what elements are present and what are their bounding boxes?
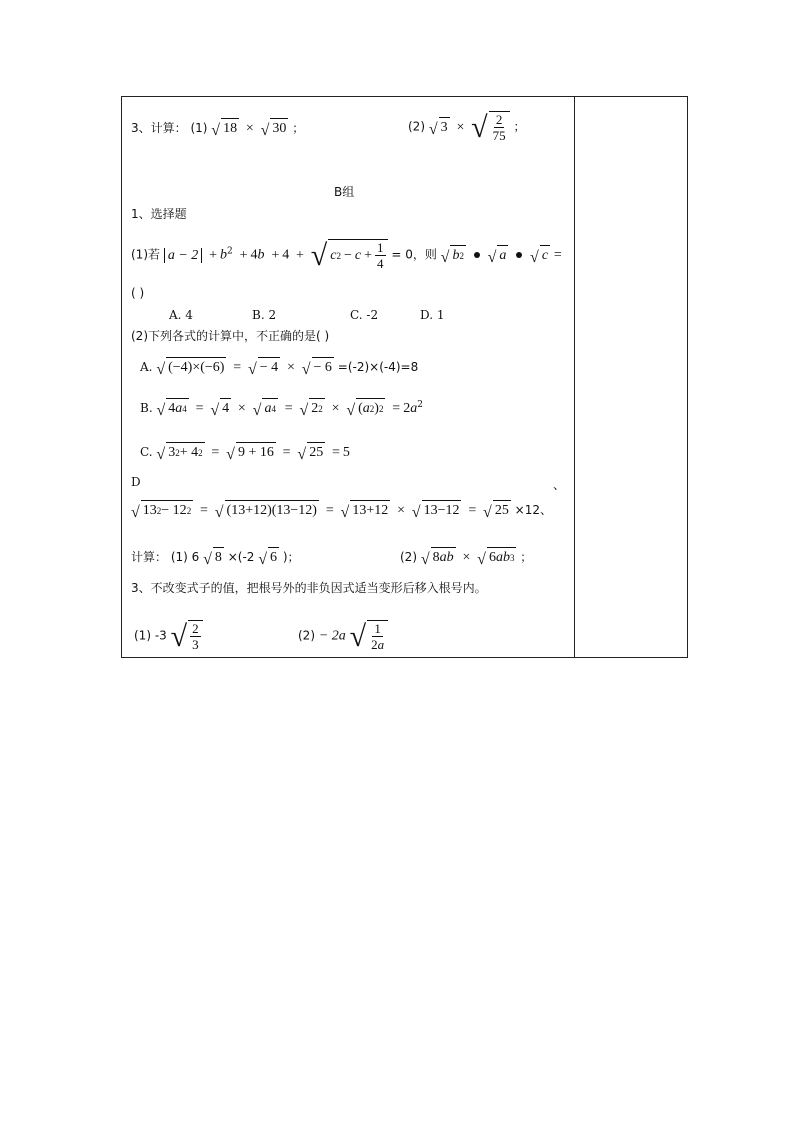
worksheet-table [121,96,688,658]
sqrt-6: √ 6 [258,547,279,568]
sqrt-3: √ 3 [429,117,450,138]
q2-option-d: √ 13 2 − 12 2 = √ (13+12)(13−12) = √ 13+12 × √ 13−12 = √ 25 ×12、 [131,500,552,521]
q3-line-part2: (2) √ 3 × √ $\frac{2}{75}$ ； [408,111,526,144]
sqrt-a4: √ a 4 [253,398,278,419]
sqrt-6ab3: √ 6 ab 3 [477,547,516,568]
s3-title: 3、不改变式子的值，把根号外的非负因式适当变形后移入根号内。 [131,581,487,595]
sqrt-c-expr: √ c 2 − c + $\frac{1}{4}$ [311,239,388,271]
q3-part2: (2) [408,119,425,134]
sqrt-4a4: √ 4 a 4 [156,398,188,419]
q3-line: 3、计算： (1) √ 18 × √ 30 ； [131,118,304,139]
s2-line: 计算： (1) 6 √ 8 ×(-2 √ 6 )； [131,547,300,568]
sqrt-neg4-neg6: √ (−4)×(−6) [156,357,226,378]
choice-section-title: 1、选择题 [131,207,187,221]
q1-choice-d: D. 1 [420,308,445,322]
sqrt-frac-2-75: √ $\frac{2}{75}$ [471,111,509,143]
q2-option-b: B. √ 4 a 4 = √ 4 × √ a 4 = √ 2 2 × √ ( a 2 ) 2 = $2a^2$ [140,400,423,419]
sqrt-13-plus-12: √ 13+12 [341,500,391,521]
q2-option-d-dot: 、 [553,478,566,492]
sqrt-9-16: √ 9 + 16 [226,442,276,463]
sqrt-8ab: √ 8 ab [421,547,456,568]
q1-choice-c: C. -2 [350,308,379,322]
q2-title: (2)下列各式的计算中，不正确的是( ) [131,329,330,343]
sqrt-neg4: √ − 4 [248,357,280,378]
q1-line: (1)若 $a - 2 + b^2 + 4b + 4$ + √ c 2 − c + $\frac{1}{4}$ = 0，则 √ b 2 √ a √ c = [131,239,562,272]
product-dot [474,252,480,258]
abs-a-minus-2: a − 2 [164,248,202,263]
s2-line-part2: (2) √ 8 ab × √ 6 ab 3 ； [400,547,532,568]
sqrt-18: √ 18 [211,118,239,139]
column-divider [574,97,575,657]
sqrt-25b: √ 25 [483,500,511,521]
s3-part1: (1) -3 √ $\frac{2}{3}$ [134,620,203,652]
sqrt-frac-2-3: √ $\frac{2}{3}$ [171,620,203,652]
q2-option-c: C. √ 3 2 + 4 2 = √ 9 + 16 = √ 25 = 5 [140,442,350,463]
sqrt-25: √ 25 [297,442,325,463]
sqrt-frac-1-2a: √ $\frac{1}{2a}$ [350,620,388,652]
sqrt-a: √ a [488,245,509,266]
sqrt-b2: √ b 2 [441,245,466,266]
sqrt-product: √ (13+12)(13−12) [215,500,319,521]
sqrt-neg6: √ − 6 [302,357,334,378]
sqrt-4: √ 4 [210,398,231,419]
s3-part2: (2) − 2a √ $\frac{1}{2a}$ [298,620,388,652]
q3-label: 3、计算： [131,121,187,135]
q1-answer-bracket: ( ) [131,286,145,300]
q3-part1: (1) [190,121,208,135]
sqrt-3sq-4sq: √ 3 2 + 4 2 [156,442,204,463]
q2-option-d-label: D [131,475,141,489]
sqrt-13sq-12sq: √ 13 2 − 12 2 [131,500,193,521]
q1-choice-a: A. 4 [169,308,193,322]
group-b-title: B组 [334,185,355,199]
sqrt-c: √ c [530,245,550,266]
sqrt-30: √ 30 [261,118,289,139]
product-dot [516,252,522,258]
q1-choice-b: B. 2 [252,308,277,322]
sqrt-13-minus-12: √ 13−12 [412,500,462,521]
sqrt-a2sq: √ ( a 2 ) 2 [346,398,385,419]
q2-option-a: A. √ (−4)×(−6) = √ − 4 × √ − 6 =(-2)×(-4)=8 [140,357,418,378]
sqrt-2sq: √ 2 2 [300,398,325,419]
sqrt-8: √ 8 [203,547,224,568]
